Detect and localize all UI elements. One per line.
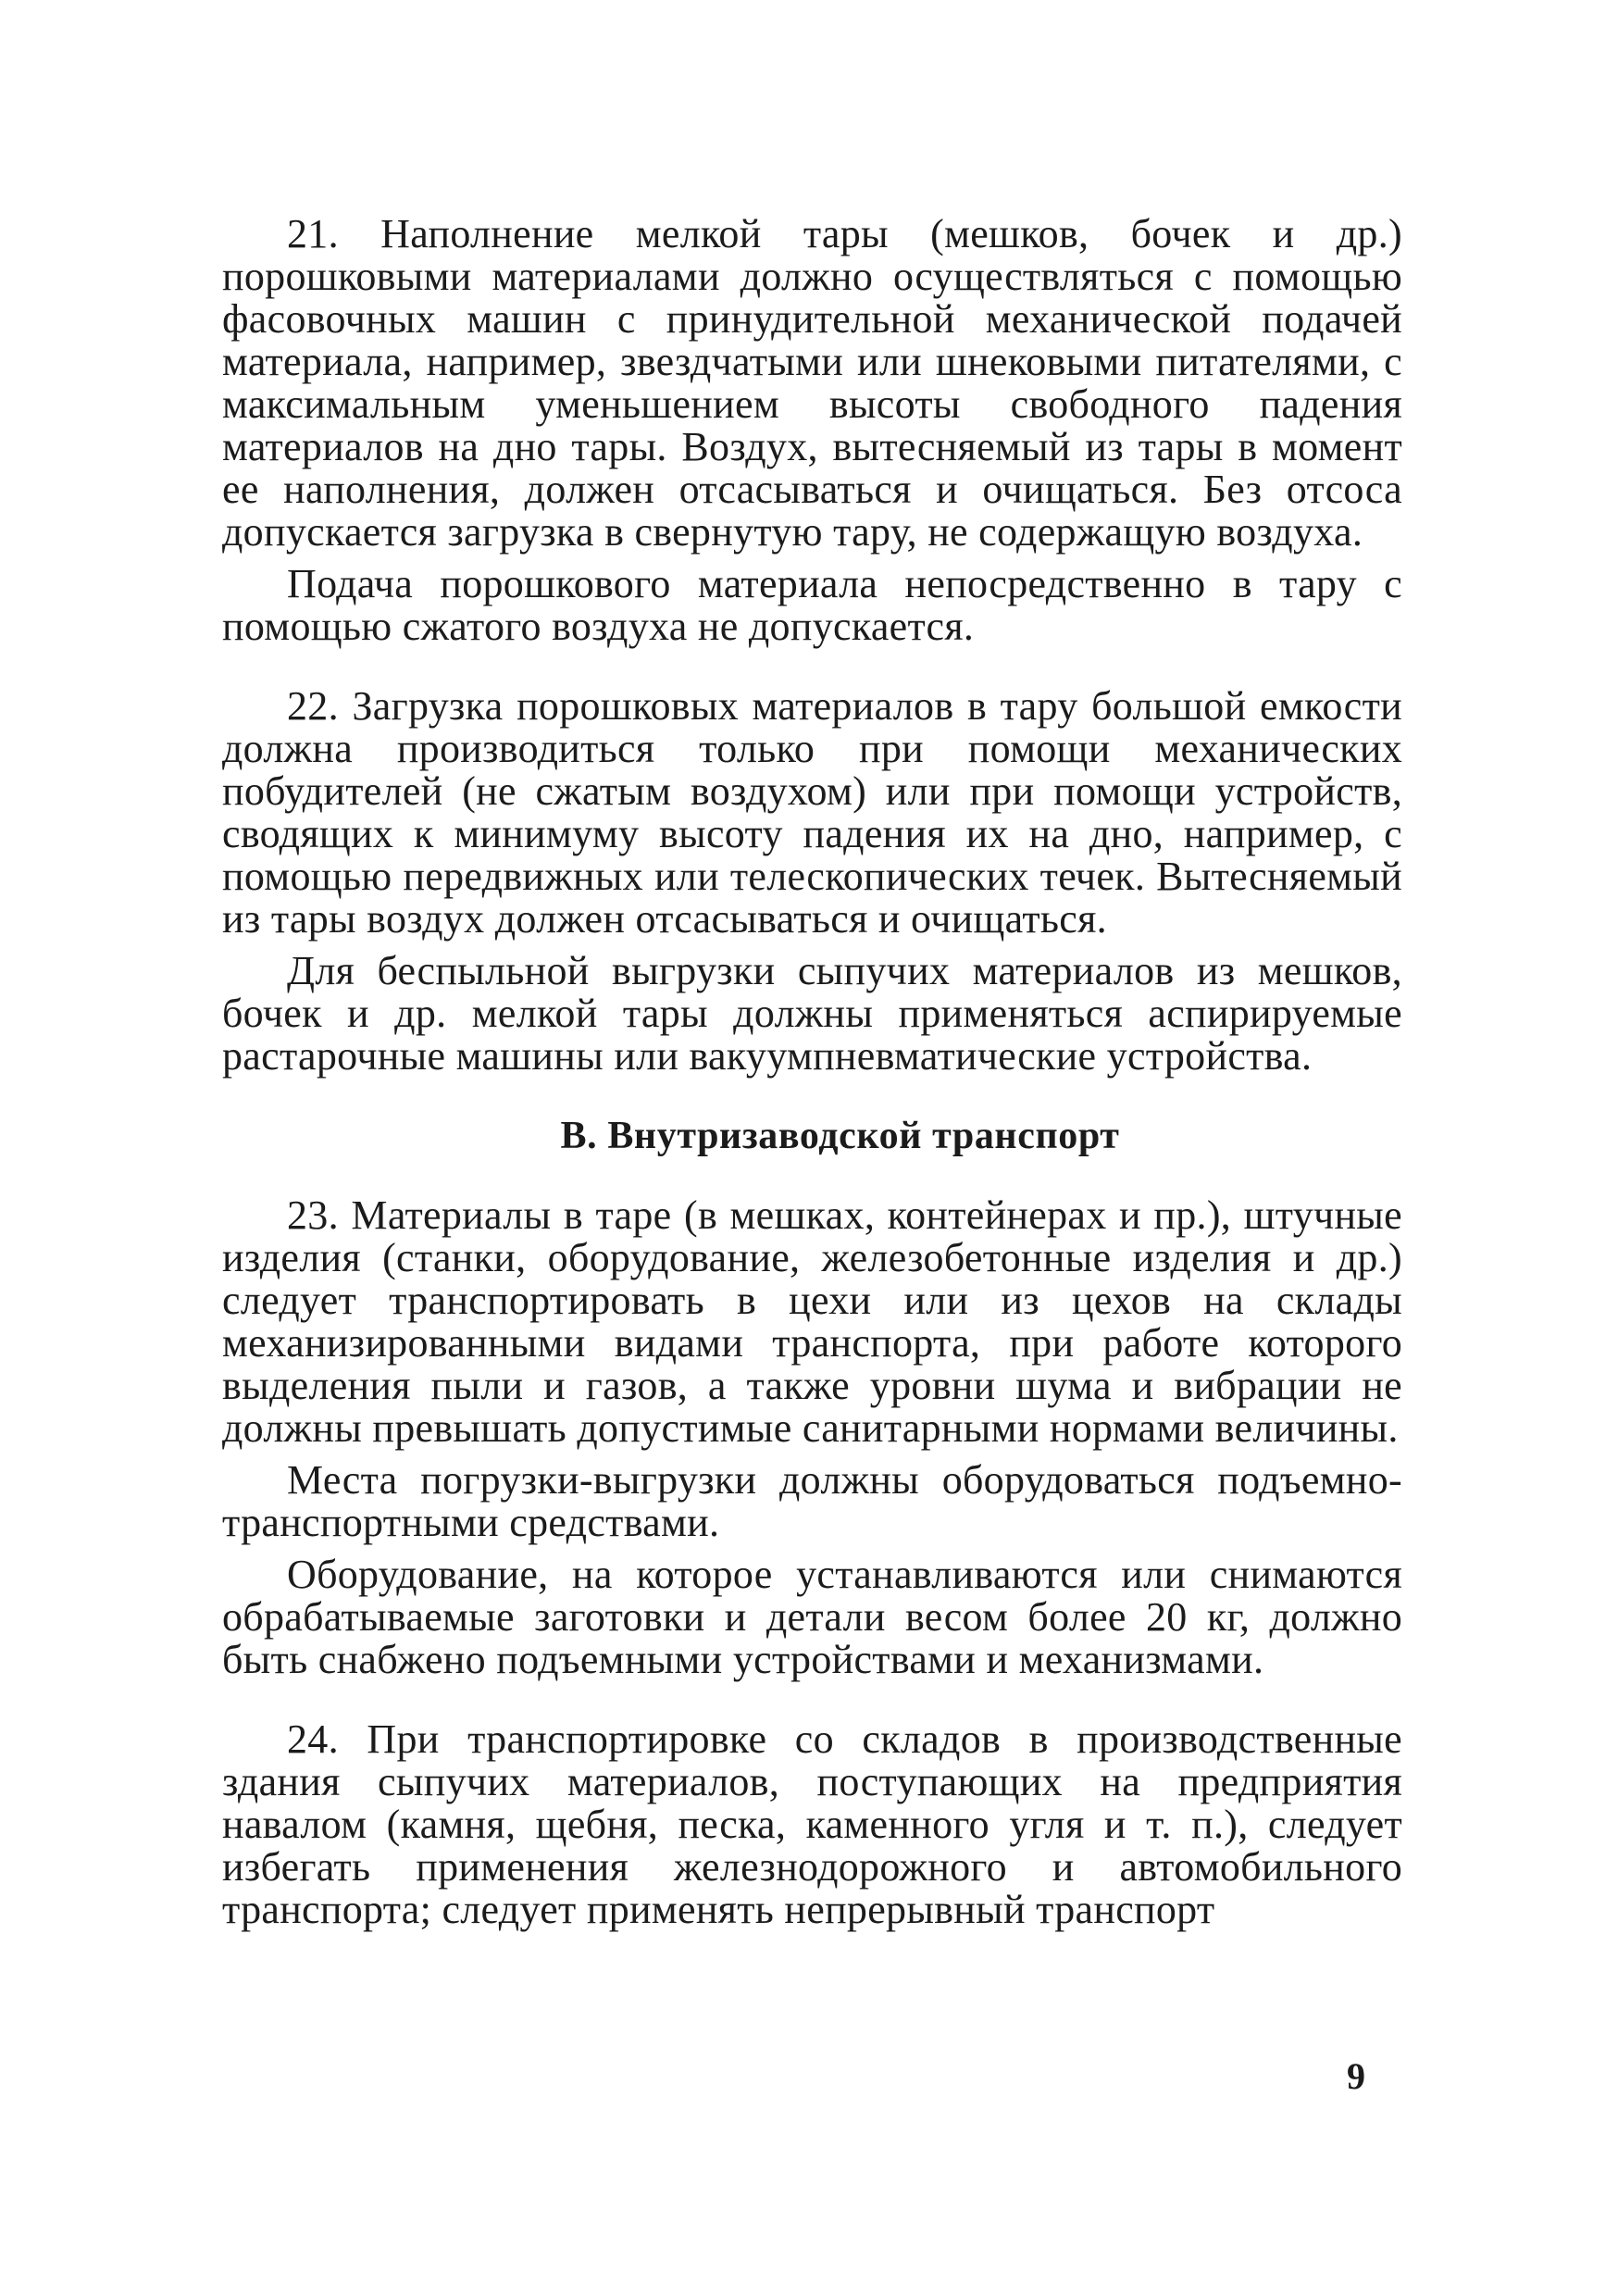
paragraph-22-note: Для беспыльной выгрузки сыпучих материалов из мешков, бочек и др. мелкой тары должны применяться аспирируемые растарочные машины или вакуумпневматические устройства. [222,948,1402,1079]
paragraph-21: 21. Наполнение мелкой тары (мешков, бочек и др.) порошковыми материалами должно осуществляться с помощью фасовочных машин с принудительной механической подачей материала, например, звездчатыми или шнековыми питателями, с максимальным уменьшением высоты свободного падения материалов на дно тары. Воздух, вытесняемый из тары в момент ее наполнения, должен отсасываться и очищаться. Без отсоса допускается загрузка в свернутую тару, не содержащую воздуха. [222,211,1402,555]
page-number: 9 [1347,2055,1365,2097]
paragraph-23-note-2: Оборудование, на которое устанавливаются или снимаются обрабатываемые заготовки и детали весом более 20 кг, должно быть снабжено подъемными устройствами и механизмами. [222,1552,1402,1682]
page-body [222,213,1402,1931]
section-heading: В. Внутризаводской транспорт [560,1115,1120,1157]
paragraph-21-note: Подача порошкового материала непосредственно в тару с помощью сжатого воздуха не допускается. [222,561,1402,649]
paragraph-23-note-1: Места погрузки-выгрузки должны оборудоваться подъемно-транспортными средствами. [222,1457,1402,1545]
paragraph-23: 23. Материалы в таре (в мешках, контейнерах и пр.), штучные изделия (станки, оборудование, железобетонные изделия и др.) следует транспортировать в цехи или из цехов на склады механизированными видами транспорта, при работе которого выделения пыли и газов, а также уровни шума и вибрации не должны превышать допустимые санитарными нормами величины. [222,1192,1402,1451]
paragraph-22: 22. Загрузка порошковых материалов в тару большой емкости должна производиться только при помощи механических побудителей (не сжатым воздухом) или при помощи устройств, сводящих к минимуму высоту падения их на дно, например, с помощью передвижных или телескопических течек. Вытесняемый из тары воздух должен отсасываться и очищаться. [222,683,1402,942]
paragraph-24: 24. При транспортировке со складов в производственные здания сыпучих материалов, поступающих на предприятия навалом (камня, щебня, песка, каменного угля и т. п.), следует избегать применения железнодорожного и автомобильного транспорта; следует применять непрерывный транспорт [222,1716,1402,1932]
